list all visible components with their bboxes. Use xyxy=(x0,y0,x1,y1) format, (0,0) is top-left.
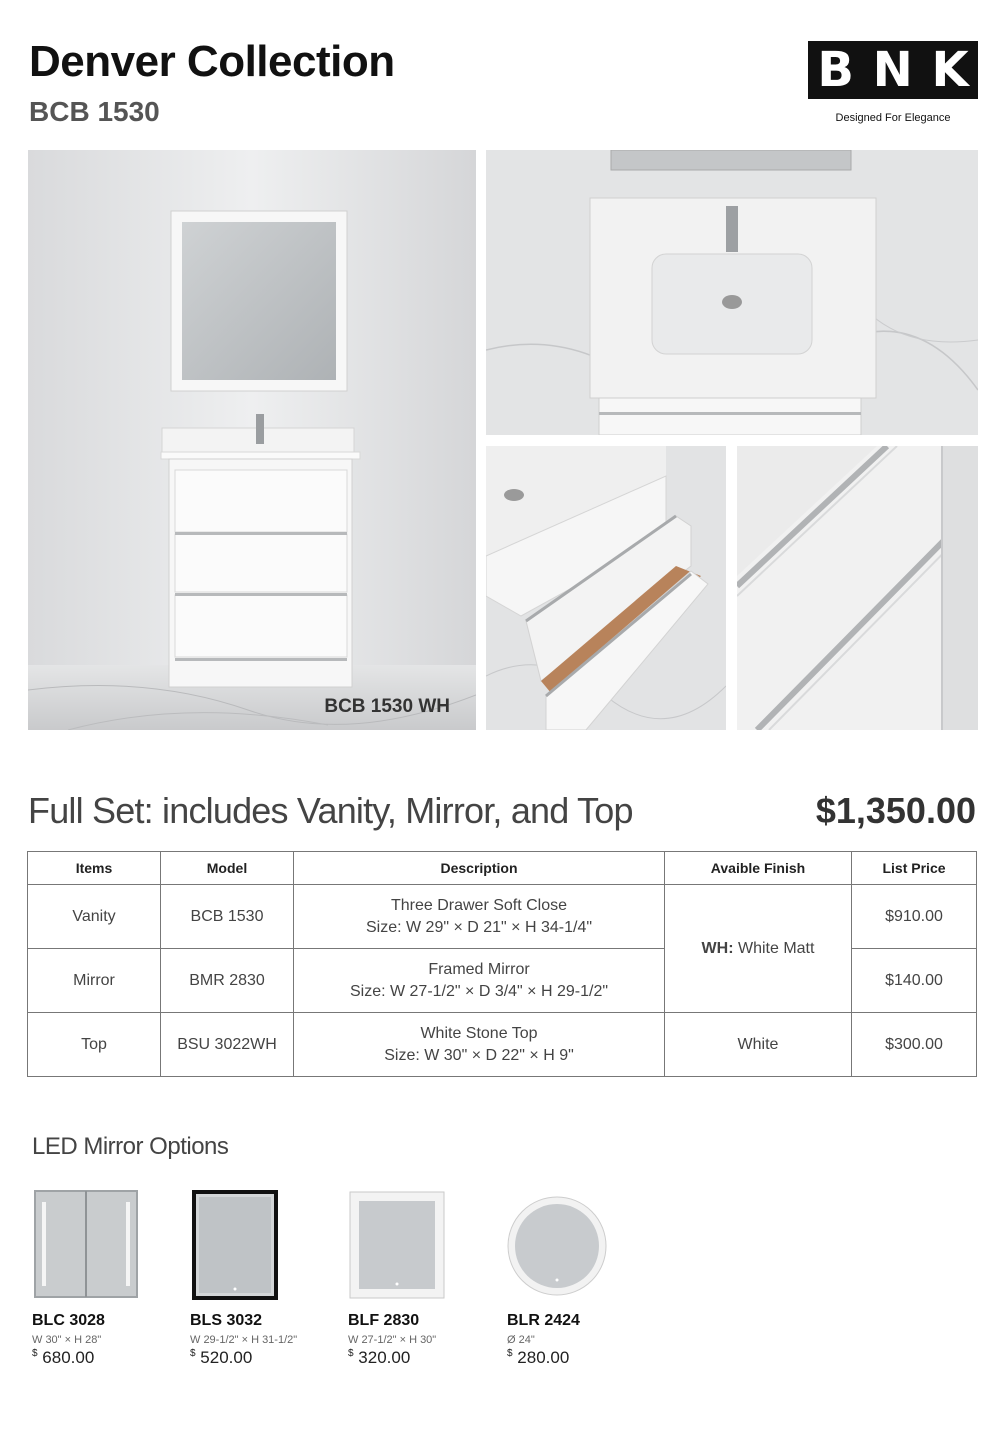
logo-letter-b: B xyxy=(817,42,854,98)
led-option-blc3028 xyxy=(32,1188,182,1368)
led-mirror-image xyxy=(348,1188,498,1308)
round-mirror-icon xyxy=(507,1188,617,1308)
framed-led-mirror-icon xyxy=(348,1188,448,1308)
full-set-price: $1,350.00 xyxy=(815,790,976,831)
led-model-code: BLF 2830 xyxy=(348,1312,420,1329)
full-set-description: Full Set: includes Vanity, Mirror, and Top xyxy=(28,790,633,831)
led-price-value: 320.00 xyxy=(358,1348,411,1367)
main-photo-label: BCB 1530 WH xyxy=(324,696,450,717)
led-size: W 29-1/2" × H 31-1/2" xyxy=(190,1334,298,1346)
currency-symbol: $ xyxy=(190,1348,196,1359)
led-size: Ø 24" xyxy=(507,1334,535,1346)
row-item: Mirror xyxy=(28,949,161,1013)
led-size: W 30" × H 28" xyxy=(32,1334,102,1346)
finish-code: WH: xyxy=(701,939,734,957)
table-row xyxy=(28,885,977,949)
led-option-blf2830 xyxy=(348,1188,498,1368)
sink-top-photo xyxy=(486,150,978,435)
row-model: BCB 1530 xyxy=(161,885,294,949)
sink-illustration xyxy=(486,150,978,435)
cabinet-mirror-icon xyxy=(32,1188,142,1308)
row-item: Vanity xyxy=(28,885,161,949)
size-line: Size: W 27-1/2" × D 3/4" × H 29-1/2" xyxy=(349,982,609,1000)
led-price-value: 680.00 xyxy=(42,1348,95,1367)
led-model-code: BLR 2424 xyxy=(507,1312,580,1329)
col-description: Description xyxy=(294,852,665,885)
currency-symbol: $ xyxy=(32,1348,38,1359)
led-price xyxy=(32,1348,182,1368)
col-model: Model xyxy=(161,852,294,885)
led-mirror-image xyxy=(32,1188,182,1308)
row-price: $300.00 xyxy=(852,1013,977,1077)
col-list-price: List Price xyxy=(852,852,977,885)
brand-logo xyxy=(808,41,978,99)
description-line: Framed Mirror xyxy=(428,960,530,978)
row-price: $910.00 xyxy=(852,885,977,949)
description-line: Three Drawer Soft Close xyxy=(390,896,568,914)
led-option-blr2424 xyxy=(507,1188,657,1368)
drawers-illustration xyxy=(486,446,726,730)
led-price-value: 280.00 xyxy=(517,1348,570,1367)
size-line: Size: W 29" × D 21" × H 34-1/4" xyxy=(365,918,593,936)
brand-tagline: Designed For Elegance xyxy=(835,112,951,124)
frameless-mirror-icon xyxy=(190,1188,280,1308)
handle-illustration xyxy=(737,446,978,730)
col-items: Items xyxy=(28,852,161,885)
vanity-illustration xyxy=(28,150,476,730)
finish-cell xyxy=(665,885,852,1013)
led-mirror-image xyxy=(190,1188,340,1308)
model-subtitle: BCB 1530 xyxy=(29,96,160,127)
row-model: BMR 2830 xyxy=(161,949,294,1013)
size-line: Size: W 30" × D 22" × H 9" xyxy=(384,1046,574,1064)
logo-letter-k: K xyxy=(931,42,969,98)
row-price: $140.00 xyxy=(852,949,977,1013)
row-description xyxy=(294,949,665,1013)
handle-detail-photo xyxy=(737,446,978,730)
pricing-table xyxy=(27,851,977,1077)
table-header-row xyxy=(28,852,977,885)
currency-symbol: $ xyxy=(348,1348,354,1359)
led-size: W 27-1/2" × H 30" xyxy=(348,1334,437,1346)
led-options-heading: LED Mirror Options xyxy=(32,1133,229,1160)
led-model-code: BLC 3028 xyxy=(32,1312,105,1329)
led-price xyxy=(507,1348,657,1368)
description-line: White Stone Top xyxy=(420,1024,538,1042)
row-description xyxy=(294,1013,665,1077)
main-product-photo xyxy=(28,150,476,730)
led-price xyxy=(190,1348,340,1368)
col-finish: Avaible Finish xyxy=(665,852,852,885)
currency-symbol: $ xyxy=(507,1348,513,1359)
row-description xyxy=(294,885,665,949)
row-model: BSU 3022WH xyxy=(161,1013,294,1077)
row-item: Top xyxy=(28,1013,161,1077)
top-finish-cell: White xyxy=(665,1013,852,1077)
led-price-value: 520.00 xyxy=(200,1348,253,1367)
page-title: Denver Collection xyxy=(29,37,395,86)
led-mirror-image xyxy=(507,1188,657,1308)
table-row xyxy=(28,1013,977,1077)
led-option-bls3032 xyxy=(190,1188,340,1368)
led-model-code: BLS 3032 xyxy=(190,1312,263,1329)
finish-name: White Matt xyxy=(737,939,815,957)
led-price xyxy=(348,1348,498,1368)
logo-letter-n: N xyxy=(872,42,913,98)
open-drawers-photo xyxy=(486,446,726,730)
